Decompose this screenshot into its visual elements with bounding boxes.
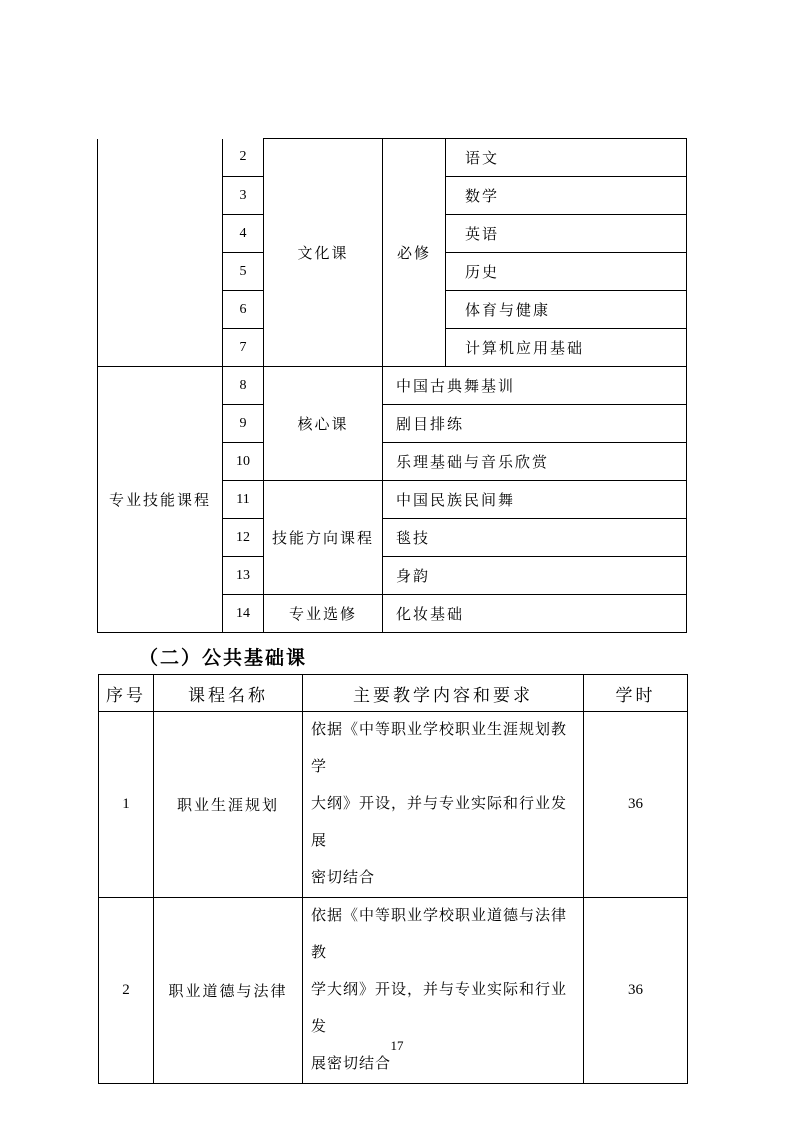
course-name: 体育与健康: [446, 291, 687, 329]
course-name: 语文: [446, 139, 687, 177]
content-line: 依据《中等职业学校职业道德与法律教: [311, 908, 568, 961]
row-number: 13: [223, 557, 264, 595]
row-number: 14: [223, 595, 264, 633]
content-line: 密切结合: [311, 870, 376, 886]
course-name: 毯技: [383, 519, 687, 557]
content-line: 展密切结合: [311, 1056, 392, 1072]
course-name: 计算机应用基础: [446, 329, 687, 367]
row-number: 8: [223, 367, 264, 405]
content-line: 大纲》开设，并与专业实际和行业发展: [311, 796, 568, 849]
row-number: 12: [223, 519, 264, 557]
course-name: 职业道德与法律: [154, 898, 303, 1084]
course-type-skill-direction: 技能方向课程: [264, 481, 383, 595]
row-number: 9: [223, 405, 264, 443]
row-number: 11: [223, 481, 264, 519]
course-type-elective: 专业选修: [264, 595, 383, 633]
course-required-label: 必修: [383, 139, 446, 367]
course-name: 乐理基础与音乐欣赏: [383, 443, 687, 481]
header-class-hours: 学时: [584, 675, 688, 712]
course-name: 剧目排练: [383, 405, 687, 443]
curriculum-table-continued: [97, 138, 687, 633]
row-number: 10: [223, 443, 264, 481]
course-type-culture: 文化课: [264, 139, 383, 367]
course-name: 英语: [446, 215, 687, 253]
row-number: 7: [223, 329, 264, 367]
course-name: 历史: [446, 253, 687, 291]
row-number: 5: [223, 253, 264, 291]
course-name: 化妆基础: [383, 595, 687, 633]
table-header-row: [99, 675, 688, 712]
course-name: 数学: [446, 177, 687, 215]
header-teaching-content: 主要教学内容和要求: [303, 675, 584, 712]
row-number: 6: [223, 291, 264, 329]
category-cell-empty: [98, 139, 223, 367]
content-line: 学大纲》开设，并与专业实际和行业发: [311, 982, 568, 1035]
serial-number: 1: [99, 712, 154, 898]
course-name: 身韵: [383, 557, 687, 595]
course-name: 中国民族民间舞: [383, 481, 687, 519]
section-heading: （二）公共基础课: [139, 648, 308, 669]
teaching-content: [303, 898, 584, 1084]
serial-number: 2: [99, 898, 154, 1084]
public-basic-course-table: [98, 674, 688, 1084]
class-hours: 36: [584, 712, 688, 898]
course-type-core: 核心课: [264, 367, 383, 481]
table-row: [99, 712, 688, 898]
row-number: 3: [223, 177, 264, 215]
header-course-name: 课程名称: [154, 675, 303, 712]
table-row: [98, 139, 687, 177]
table-row: [98, 367, 687, 405]
table-row: [99, 898, 688, 1084]
course-name: 中国古典舞基训: [383, 367, 687, 405]
course-name: 职业生涯规划: [154, 712, 303, 898]
class-hours: 36: [584, 898, 688, 1084]
content-line: 依据《中等职业学校职业生涯规划教学: [311, 722, 568, 775]
category-professional-skill: 专业技能课程: [98, 367, 223, 633]
row-number: 2: [223, 139, 264, 177]
row-number: 4: [223, 215, 264, 253]
teaching-content: [303, 712, 584, 898]
page-number: 17: [390, 1038, 404, 1053]
header-serial-number: 序号: [99, 675, 154, 712]
